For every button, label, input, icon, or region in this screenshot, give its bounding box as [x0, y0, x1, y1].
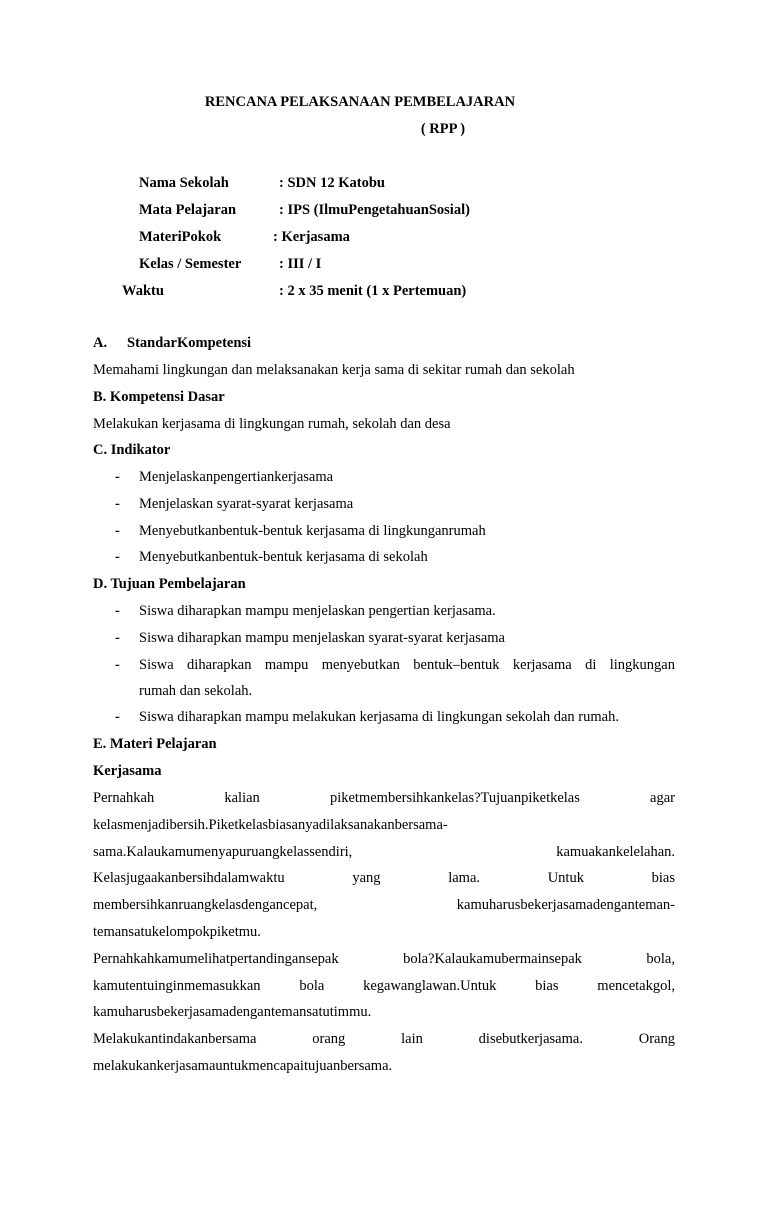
indicator-item: Menjelaskanpengertiankerjasama [139, 469, 334, 485]
identity-value-topic: : Kerjasama [273, 229, 350, 245]
bullet-dash: - [115, 549, 120, 565]
identity-value-subject: : IPS (IlmuPengetahuanSosial) [279, 202, 470, 218]
materi-line: Melakukantindakanbersama orang lain disebutkerjasama. Orang [93, 1031, 675, 1047]
document-title: RENCANA PELAKSANAAN PEMBELAJARAN [204, 94, 516, 110]
section-d-heading: D. Tujuan Pembelajaran [93, 576, 246, 592]
identity-label-topic: MateriPokok [139, 229, 222, 245]
bullet-dash: - [115, 630, 120, 646]
materi-line: membersihkanruangkelasdengancepat, kamuharusbekerjasamadenganteman- [93, 897, 675, 913]
identity-value-time: : 2 x 35 menit (1 x Pertemuan) [279, 283, 467, 299]
objective-item: Siswa diharapkan mampu menjelaskan syarat-syarat kerjasama [139, 630, 505, 646]
materi-line: Pernahkah kalian piketmembersihkankelas?Tujuanpiketkelas agar [93, 790, 675, 806]
section-b-heading: B. Kompetensi Dasar [93, 389, 225, 405]
identity-value-school: : SDN 12 Katobu [279, 175, 385, 191]
materi-line: temansatukelompokpiketmu. [93, 924, 261, 940]
section-a-heading: StandarKompetensi [127, 335, 252, 351]
indicator-item: Menyebutkanbentuk-bentuk kerjasama di sekolah [139, 549, 428, 565]
bullet-dash: - [115, 603, 120, 619]
bullet-dash: - [115, 523, 120, 539]
identity-label-class: Kelas / Semester [139, 256, 242, 272]
materi-line: kamutentuinginmemasukkan bola kegawanglawan.Untuk bias mencetakgol, [93, 978, 675, 994]
identity-label-school: Nama Sekolah [139, 175, 229, 191]
indicator-item: Menjelaskan syarat-syarat kerjasama [139, 496, 354, 512]
objective-item-continuation: rumah dan sekolah. [139, 683, 253, 699]
identity-label-subject: Mata Pelajaran [139, 202, 237, 218]
objective-item: Siswa diharapkan mampu menjelaskan pengertian kerjasama. [139, 603, 496, 619]
bullet-dash: - [115, 496, 120, 512]
identity-label-time: Waktu [122, 283, 164, 299]
section-a-letter: A. [93, 335, 108, 351]
objective-item: Siswa diharapkan mampu melakukan kerjasama di lingkungan sekolah dan rumah. [139, 709, 619, 725]
document-subtitle: ( RPP ) [420, 121, 466, 137]
section-e-heading: E. Materi Pelajaran [93, 736, 217, 752]
section-b-text: Melakukan kerjasama di lingkungan rumah, sekolah dan desa [93, 416, 451, 432]
bullet-dash: - [115, 657, 120, 673]
indicator-item: Menyebutkanbentuk-bentuk kerjasama di lingkunganrumah [139, 523, 486, 539]
bullet-dash: - [115, 469, 120, 485]
objective-item: Siswa diharapkan mampu menyebutkan bentuk–bentuk kerjasama di lingkungan [139, 657, 675, 673]
section-c-heading: C. Indikator [93, 442, 171, 458]
section-e-subheading: Kerjasama [93, 763, 162, 779]
materi-line: Pernahkahkamumelihatpertandingansepak bola?Kalaukamubermainsepak bola, [93, 951, 675, 967]
materi-line: kelasmenjadibersih.Piketkelasbiasanyadilaksanakanbersama- [93, 817, 448, 833]
section-a-text: Memahami lingkungan dan melaksanakan kerja sama di sekitar rumah dan sekolah [93, 362, 575, 378]
materi-line: sama.Kalaukamumenyapuruangkelassendiri, kamuakankelelahan. [93, 844, 675, 860]
materi-line: melakukankerjasamauntukmencapaitujuanbersama. [93, 1058, 393, 1074]
materi-line: Kelasjugaakanbersihdalamwaktu yang lama. Untuk bias [93, 870, 675, 886]
identity-value-class: : III / I [279, 256, 322, 272]
materi-line: kamuharusbekerjasamadengantemansatutimmu. [93, 1004, 372, 1020]
bullet-dash: - [115, 709, 120, 725]
